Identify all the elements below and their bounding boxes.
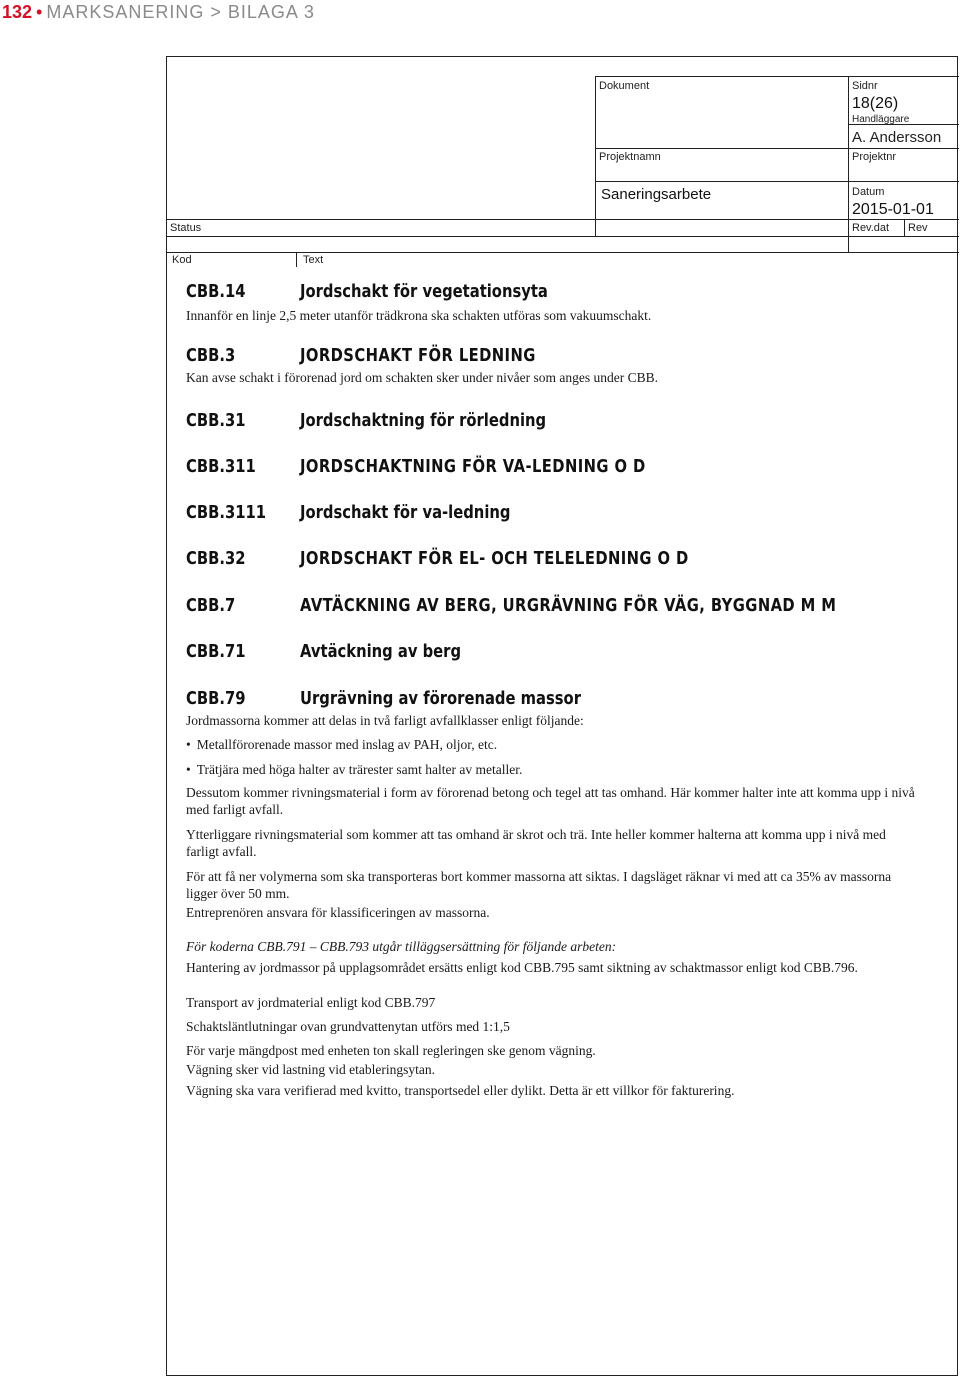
text-label: Text [303, 254, 324, 266]
title-block-divider [595, 76, 959, 77]
body-paragraph: Vägning ska vara verifierad med kvitto, transportsedel eller dylikt. Detta är ett villkor för fakturering. [186, 1083, 735, 1098]
title-block-divider [166, 252, 959, 253]
body-paragraph: Ytterliggare rivningsmaterial som kommer att tas omhand är skrot och trä. Inte heller kommer halterna att komma upp i nivå med farligt avfall. [186, 827, 886, 859]
body-paragraph: Dessutom kommer rivningsmaterial i form av förorenad betong och tegel att tas omhand. Här kommer halter inte att komma upp i nivå med farligt avfall. [186, 785, 915, 817]
handlaggare-label: Handläggare [852, 114, 910, 125]
section-code: CBB.14 [186, 281, 246, 302]
section-title: JORDSCHAKTNING FÖR VA-LEDNING O D [300, 456, 646, 477]
rev-label: Rev [908, 222, 928, 234]
body-paragraph: Hantering av jordmassor på upplagsområdet ersätts enligt kod CBB.795 samt siktning av schaktmassor enligt kod CBB.796. [186, 960, 858, 975]
section-code: CBB.311 [186, 456, 256, 477]
separator-dot: • [36, 2, 43, 22]
body-paragraph: För varje mängdpost med enheten ton skall regleringen ske genom vägning. [186, 1043, 596, 1058]
title-block-divider [595, 181, 959, 182]
section-title: Jordschaktning för rörledning [300, 410, 547, 431]
section-title: JORDSCHAKT FÖR LEDNING [300, 345, 536, 366]
body-paragraph: Vägning sker vid lastning vid etableringsytan. [186, 1062, 435, 1077]
title-block-divider [595, 148, 959, 149]
revdat-label: Rev.dat [852, 222, 890, 234]
section-code: CBB.32 [186, 548, 246, 569]
datum-label: Datum [852, 186, 885, 198]
handlaggare-value: A. Andersson [852, 129, 942, 146]
section-code: CBB.31 [186, 410, 246, 431]
projektnamn-label: Projektnamn [599, 151, 661, 163]
body-paragraph: Transport av jordmaterial enligt kod CBB.797 [186, 995, 436, 1010]
title-block-divider [166, 219, 959, 220]
section-code: CBB.3 [186, 345, 236, 366]
italic-note: För koderna CBB.791 – CBB.793 utgår tilläggsersättning för följande arbeten: [186, 939, 617, 954]
projektnamn-value: Saneringsarbete [601, 186, 712, 203]
page-number: 132 [2, 2, 33, 22]
projektnr-label: Projektnr [852, 151, 897, 163]
title-block-divider [848, 76, 849, 252]
bullet-item: • Trätjära med höga halter av trärester samt halter av metaller. [186, 761, 921, 778]
body-paragraph: För att få ner volymerna som ska transporteras bort kommer massorna att siktas. I dagsläget räknar vi med att ca 35% av massorna ligger över 50 mm. [186, 869, 892, 901]
datum-value: 2015-01-01 [852, 201, 934, 218]
title-block-divider [904, 219, 905, 236]
section-title: Jordschakt för vegetationsyta [300, 281, 548, 302]
section-title: JORDSCHAKT FÖR EL- OCH TELELEDNING O D [300, 548, 689, 569]
body-paragraph: Jordmassorna kommer att delas in två farligt avfallklasser enligt följande: [186, 713, 584, 728]
bullet-item: • Metallförorenade massor med inslag av PAH, oljor, etc. [186, 736, 921, 753]
body-paragraph: Entreprenören ansvara för klassificeringen av massorna. [186, 905, 490, 920]
section-code: CBB.7 [186, 595, 236, 616]
section-title: Avtäckning av berg [300, 641, 462, 662]
title-block-divider [595, 76, 596, 236]
running-header [0, 0, 315, 24]
section-title: Urgrävning av förorenade massor [300, 688, 581, 709]
dokument-label: Dokument [599, 80, 650, 92]
sidnr-value: 18(26) [852, 95, 899, 112]
title-block-divider [296, 252, 297, 267]
breadcrumb: MARKSANERING > BILAGA 3 [46, 2, 315, 22]
section-title: AVTÄCKNING AV BERG, URGRÄVNING FÖR VÄG, BYGGNAD M M [300, 595, 837, 616]
section-text: Innanför en linje 2,5 meter utanför trädkrona ska schakten utföras som vakuumschakt. [186, 308, 652, 323]
body-paragraph: Schaktsläntlutningar ovan grundvattenytan utförs med 1:1,5 [186, 1019, 510, 1034]
section-code: CBB.71 [186, 641, 246, 662]
status-label: Status [170, 222, 202, 234]
section-text: Kan avse schakt i förorenad jord om schakten sker under nivåer som anges under CBB. [186, 370, 658, 385]
section-title: Jordschakt för va-ledning [300, 502, 511, 523]
sidnr-label: Sidnr [852, 80, 878, 92]
title-block-divider [166, 236, 959, 237]
section-code: CBB.3111 [186, 502, 267, 523]
kod-label: Kod [172, 254, 192, 266]
section-code: CBB.79 [186, 688, 246, 709]
